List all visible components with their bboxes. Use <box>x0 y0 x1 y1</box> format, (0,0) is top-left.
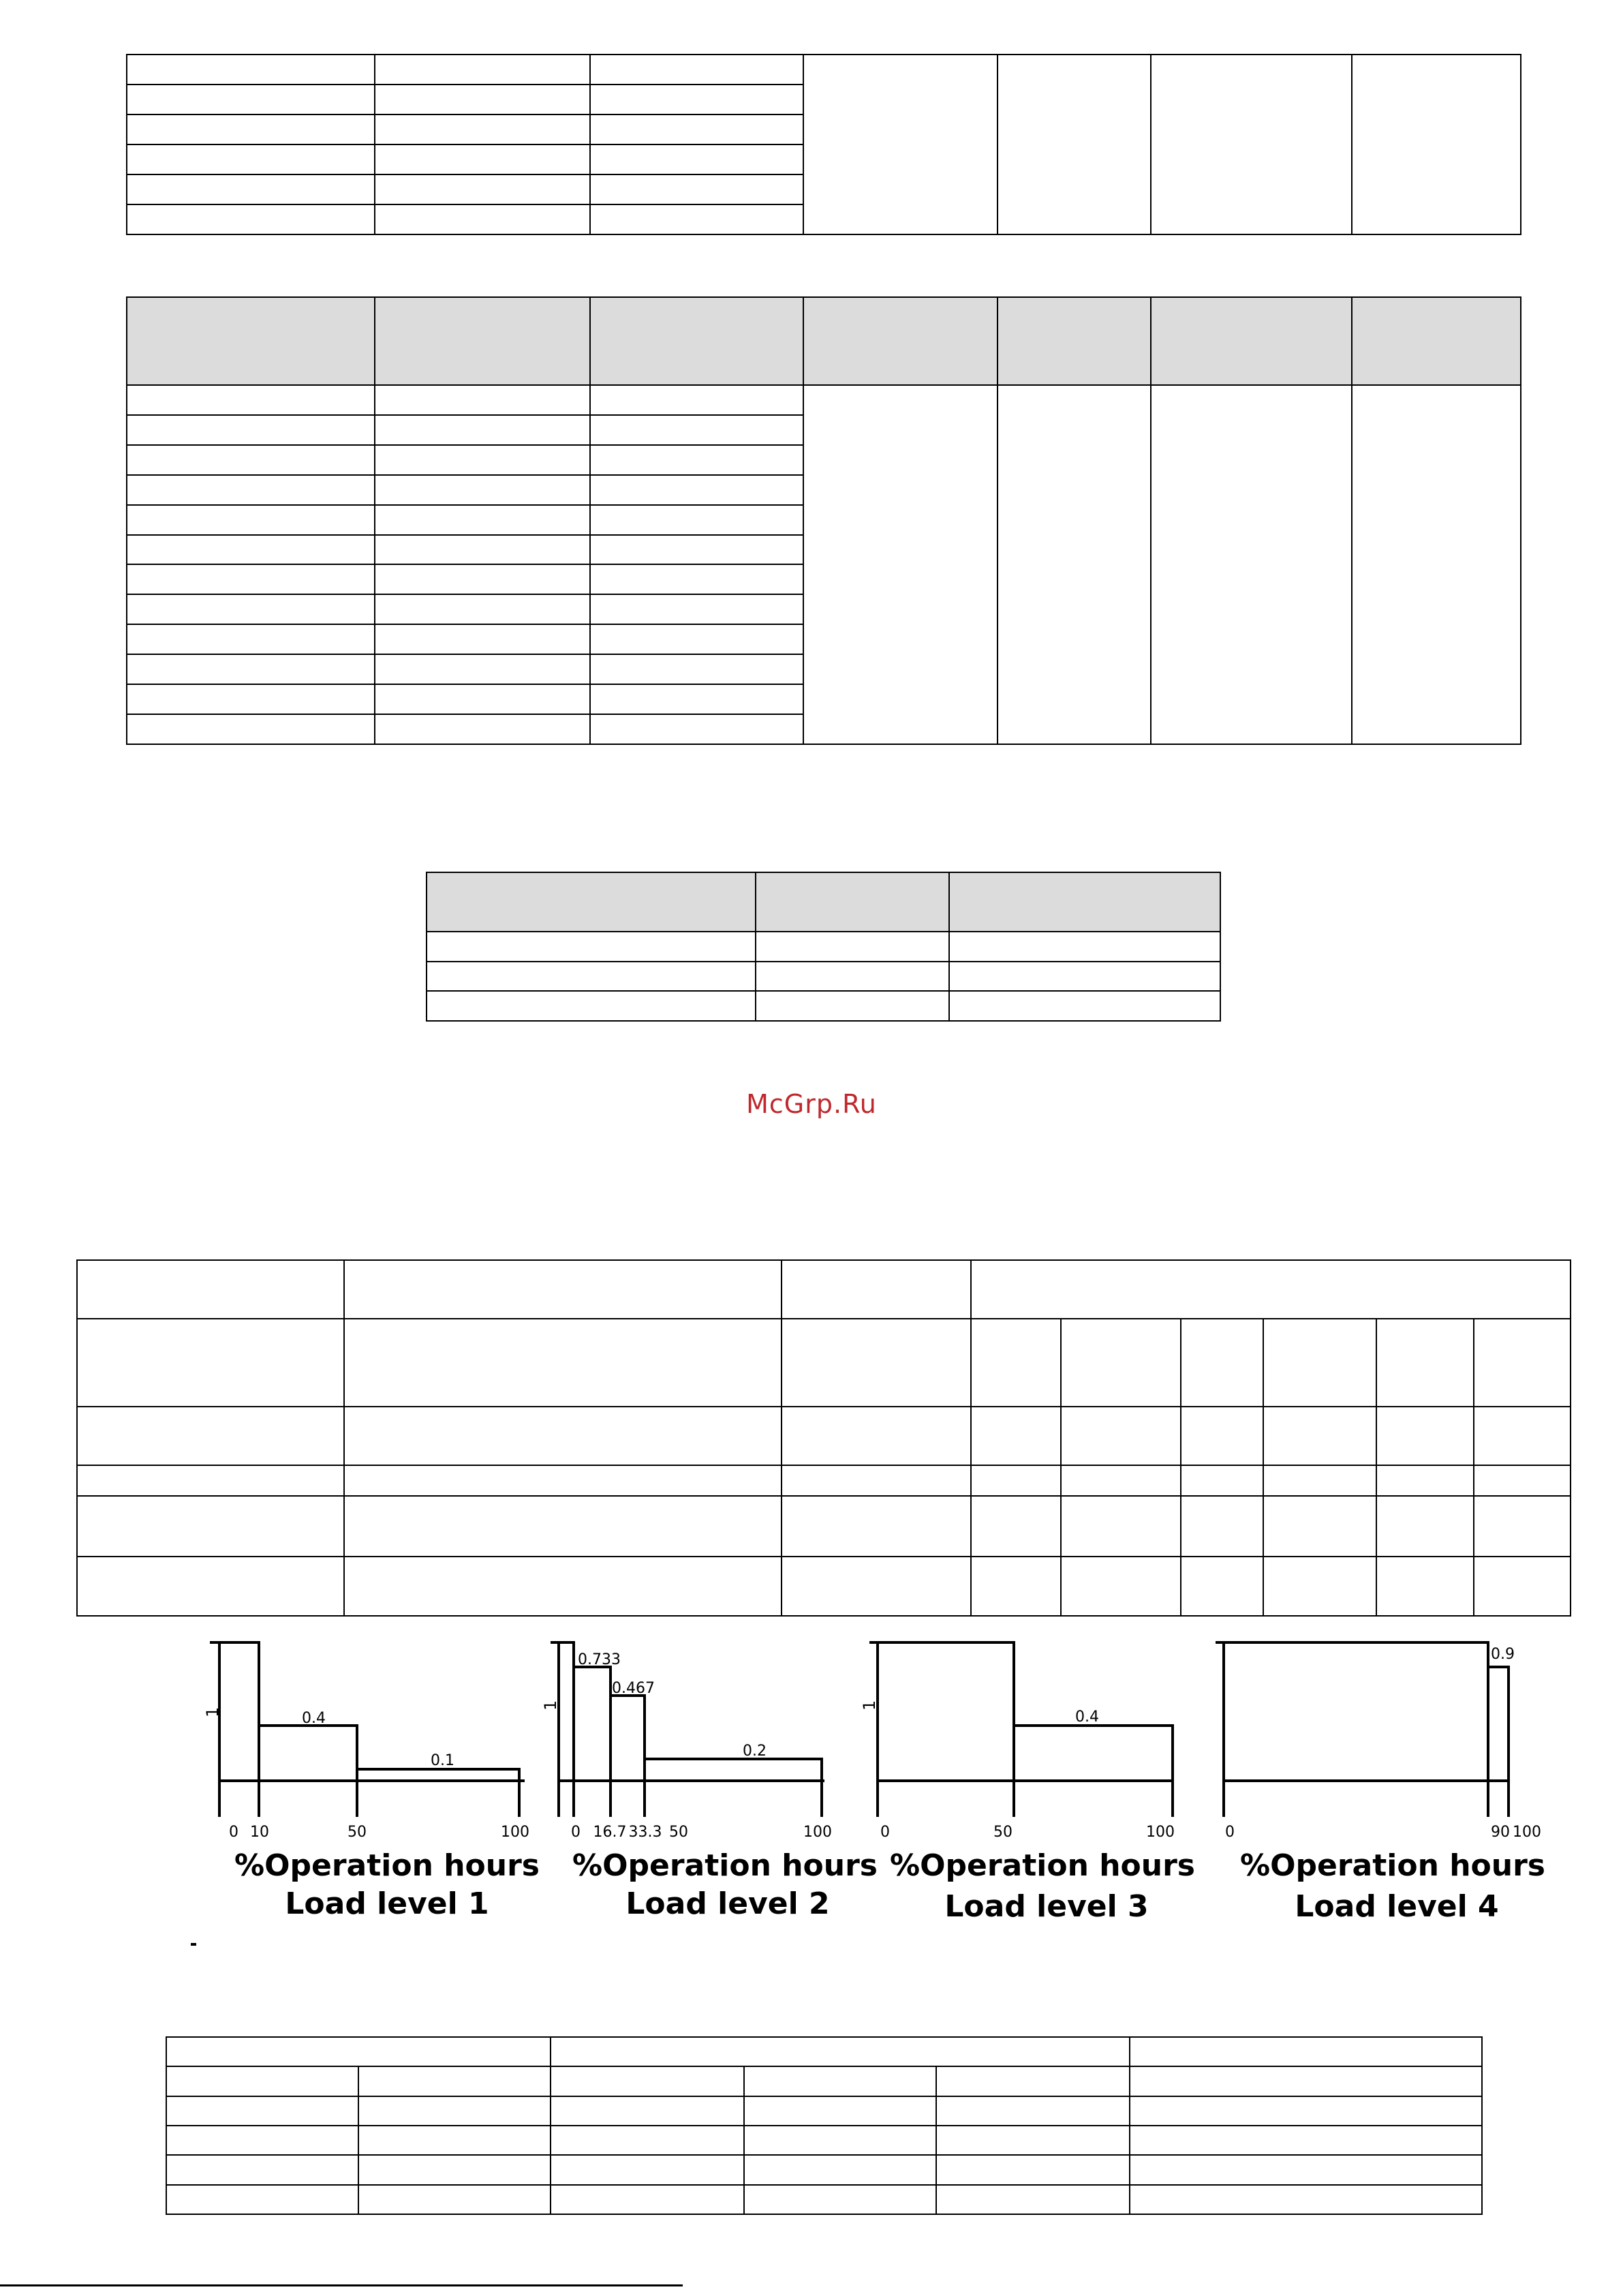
axes <box>878 1642 1173 1781</box>
table-row <box>77 1557 1571 1616</box>
x-axis-title: %Operation hours <box>1240 1848 1545 1883</box>
step-label: 0.1 <box>431 1752 454 1769</box>
table-row <box>166 2155 1482 2184</box>
x-axis-title: %Operation hours <box>572 1848 878 1883</box>
table-row <box>166 2185 1482 2214</box>
step-full-load <box>869 1642 1014 1817</box>
x-tick-label: 100 <box>501 1824 529 1841</box>
load-level-4-figure <box>1209 1642 1543 1942</box>
table-1 <box>126 54 1521 235</box>
x-axis-title: %Operation hours <box>890 1848 1195 1883</box>
watermark: McGrp.Ru <box>746 1089 877 1119</box>
step-full-load <box>551 1642 574 1817</box>
x-tick-label: 33.3 <box>628 1824 662 1841</box>
load-level-2-figure <box>541 1642 878 1942</box>
table-row <box>77 1260 1571 1319</box>
load-level-label: Load level 3 <box>944 1889 1149 1924</box>
step-value-2 <box>357 1769 519 1817</box>
x-tick-label: 0 <box>1225 1824 1235 1841</box>
x-tick-label: 16.7 <box>593 1824 627 1841</box>
x-tick-label: 50 <box>993 1824 1013 1841</box>
step-value-3 <box>645 1759 822 1817</box>
x-tick-label: 0 <box>229 1824 238 1841</box>
table-5 <box>166 2036 1483 2215</box>
step-value-2 <box>610 1696 645 1817</box>
x-tick-label: 90 <box>1491 1824 1510 1841</box>
load-level-1-figure <box>203 1642 540 1942</box>
axes <box>219 1642 525 1781</box>
step-value-1 <box>1014 1726 1173 1817</box>
table-header-row <box>427 872 1220 932</box>
y-tick-label: 1 <box>203 1706 222 1717</box>
table-row <box>77 1407 1571 1465</box>
table-row <box>166 2126 1482 2155</box>
x-tick-label: 100 <box>1146 1824 1175 1841</box>
step-full-load <box>210 1642 259 1817</box>
step-label: 0.2 <box>743 1743 767 1760</box>
x-tick-label: 50 <box>669 1824 688 1841</box>
step-value-1 <box>574 1667 610 1817</box>
table-header-row <box>127 297 1521 385</box>
load-level-3-figure <box>860 1642 1195 1942</box>
step-label: 0.733 <box>578 1651 621 1668</box>
x-tick-label: 0 <box>571 1824 581 1841</box>
table-row <box>127 55 1521 85</box>
load-level-label: Load level 2 <box>625 1886 830 1921</box>
table-row <box>427 962 1220 992</box>
table-row <box>427 991 1220 1021</box>
step-value-1 <box>1488 1667 1509 1817</box>
load-level-label: Load level 4 <box>1295 1889 1499 1924</box>
table-row <box>77 1319 1571 1407</box>
table-row <box>77 1465 1571 1496</box>
axes <box>1224 1642 1509 1781</box>
stray-mark <box>191 1943 196 1946</box>
table-2 <box>126 296 1521 745</box>
step-label: 0.4 <box>302 1710 326 1727</box>
x-tick-label: 100 <box>803 1824 832 1841</box>
load-level-label: Load level 1 <box>285 1886 489 1921</box>
step-full-load <box>1216 1642 1488 1817</box>
table-4 <box>76 1259 1571 1617</box>
footnote-separator <box>0 2284 683 2286</box>
table-row <box>166 2096 1482 2126</box>
table-row <box>127 385 1521 415</box>
table-row <box>166 2037 1482 2066</box>
x-tick-label: 50 <box>347 1824 367 1841</box>
x-tick-label: 0 <box>880 1824 890 1841</box>
table-row <box>166 2066 1482 2096</box>
x-tick-label: 100 <box>1513 1824 1541 1841</box>
table-row <box>77 1496 1571 1557</box>
x-tick-label: 10 <box>250 1824 269 1841</box>
table-3 <box>426 872 1221 1022</box>
y-tick-label: 1 <box>541 1700 560 1711</box>
y-tick-label: 1 <box>860 1700 879 1711</box>
step-label: 0.9 <box>1491 1646 1515 1663</box>
table-row <box>427 932 1220 962</box>
x-axis-title: %Operation hours <box>234 1848 540 1883</box>
step-label: 0.467 <box>612 1680 655 1697</box>
step-label: 0.4 <box>1075 1709 1099 1726</box>
step-value-1 <box>259 1726 357 1817</box>
